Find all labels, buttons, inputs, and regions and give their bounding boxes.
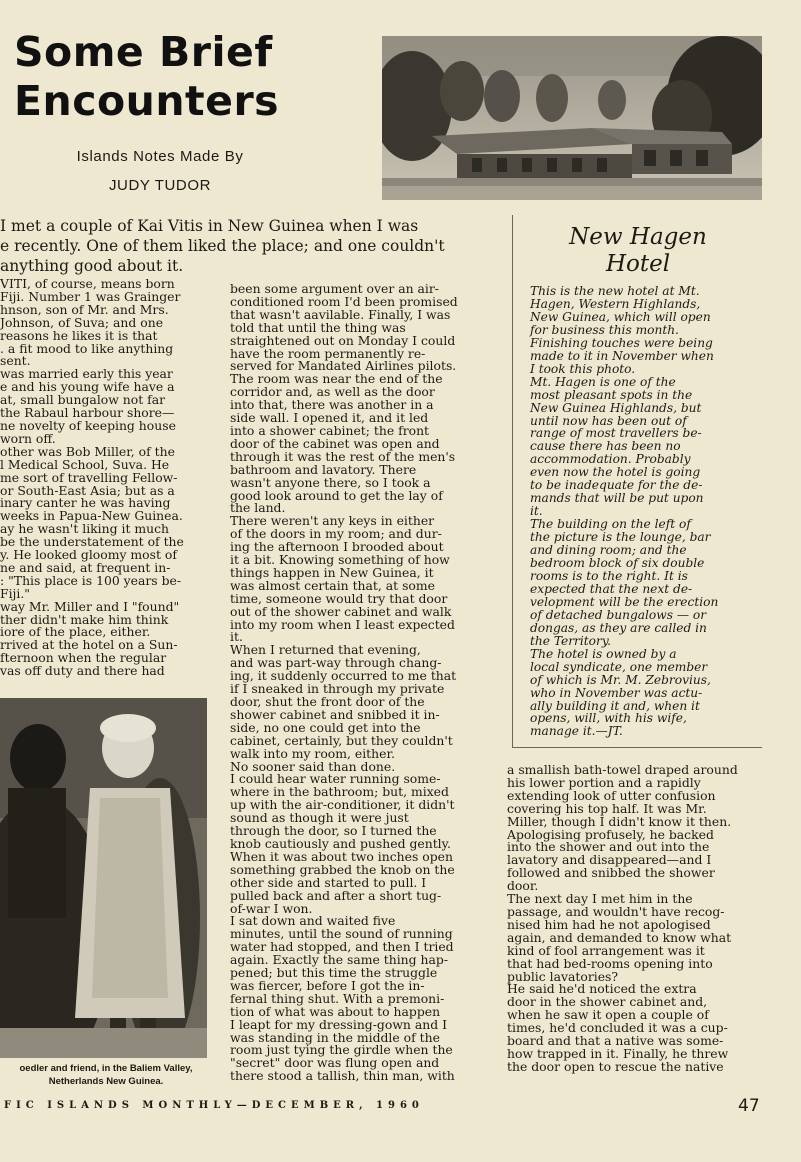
intro-line: anything good about it. xyxy=(0,257,184,275)
text-line: board and that a native was some- xyxy=(507,1033,724,1049)
text-line: Johnson, of Suva; and one xyxy=(0,314,164,330)
text-line: door in the shower cabinet and, xyxy=(507,994,708,1010)
text-line: when he saw it open a couple of xyxy=(507,1007,709,1023)
text-line: something grabbed the knob on the xyxy=(230,861,455,877)
text-line: that had bed-rooms opening into xyxy=(507,955,713,971)
text-line: the picture is the lounge, bar xyxy=(530,530,711,545)
text-line: was standing in the middle of the xyxy=(230,1029,440,1045)
text-line: or South-East Asia; but as a xyxy=(0,482,175,498)
text-line: The next day I met him in the xyxy=(507,891,693,907)
text-line: dongas, as they are called in xyxy=(530,620,707,635)
text-line: ing the afternoon I brooded about xyxy=(230,539,444,555)
text-line: opens, will, with his wife, xyxy=(530,711,687,726)
text-line: the door open to rescue the native xyxy=(507,1058,724,1074)
text-line: nised him had he not apologised xyxy=(507,916,711,932)
text-line: sound as though it were just xyxy=(230,810,409,826)
text-line: New Guinea, which will open xyxy=(530,309,711,324)
text-line: straightened out on Monday I could xyxy=(230,332,456,348)
byline xyxy=(20,142,300,200)
running-footer: FIC ISLANDS MONTHLY—DECEMBER, 1960 xyxy=(4,1100,424,1111)
text-line: sent. xyxy=(0,353,31,369)
text-line: things happen in New Guinea, it xyxy=(230,564,434,580)
text-line: tion of what was about to happen xyxy=(230,1003,441,1019)
text-line: cabinet, certainly, but they couldn't xyxy=(230,732,453,748)
text-line: of which is Mr. M. Zebrovius, xyxy=(530,672,711,687)
caption-line-1: oedler and friend, in the Baliem Valley, xyxy=(19,1063,193,1074)
text-line: manage it.—JT. xyxy=(530,724,623,739)
page-number: 47 xyxy=(738,1096,760,1116)
text-line: most pleasant spots in the xyxy=(530,387,693,402)
title-line-1: Some Brief xyxy=(14,28,273,76)
text-line: followed and snibbed the shower xyxy=(507,865,715,881)
text-line: When it was about two inches open xyxy=(230,848,453,864)
text-line: fternoon when the regular xyxy=(0,650,167,666)
text-line: Fiji." xyxy=(0,585,31,601)
text-line: worn off. xyxy=(0,430,56,446)
hotel-photo xyxy=(382,36,762,200)
text-line: bedroom block of six double xyxy=(530,556,705,571)
text-line: into my room when I least expected xyxy=(230,616,455,632)
text-line: vas off duty and there had xyxy=(0,663,165,679)
text-line: When I returned that evening, xyxy=(230,642,421,658)
text-line: door, shut the front door of the xyxy=(230,694,425,709)
text-line: pened; but this time the struggle xyxy=(230,965,438,981)
text-line: corridor and, as well as the door xyxy=(230,384,435,400)
text-line: l Medical School, Suva. He xyxy=(0,456,170,472)
text-line: cause there has been no xyxy=(530,439,681,454)
text-line: covering his top half. It was Mr. xyxy=(507,800,707,816)
text-line: weeks in Papua-New Guinea. xyxy=(0,508,183,524)
text-line: I sat down and waited five xyxy=(230,913,396,929)
text-line: The building on the left of xyxy=(530,517,691,532)
text-line: told that until the thing was xyxy=(230,319,406,335)
text-line: ay he wasn't liking it much xyxy=(0,521,170,537)
text-line: of-war I won. xyxy=(230,900,313,916)
text-line: minutes, until the sound of running xyxy=(230,926,453,942)
text-line: at, small bungalow not far xyxy=(0,392,166,408)
text-line: door. xyxy=(507,878,539,894)
text-line: side, no one could get into the xyxy=(230,719,421,735)
text-line: rooms is to the right. It is xyxy=(530,568,688,583)
text-line: VITI, of course, means born xyxy=(0,278,175,291)
text-line: . a fit mood to like anything xyxy=(0,340,174,356)
caption-line-2: Netherlands New Guinea. xyxy=(48,1076,164,1087)
portrait-photo xyxy=(0,698,207,1058)
text-line: hnson, son of Mr. and Mrs. xyxy=(0,301,169,317)
text-line: served for Mandated Airlines pilots. xyxy=(230,358,457,374)
text-line: for business this month. xyxy=(530,322,679,337)
text-line: a smallish bath-towel draped around xyxy=(507,764,738,777)
text-line: extending look of utter confusion xyxy=(507,787,716,803)
text-line: who in November was actu- xyxy=(530,685,703,700)
text-line: : "This place is 100 years be- xyxy=(0,572,182,588)
text-line: Apologising profusely, he backed xyxy=(507,826,714,842)
text-line: of detached bungalows — or xyxy=(530,607,707,622)
text-line: it a bit. Knowing something of how xyxy=(230,552,450,568)
text-line: lavatory and disappeared—and I xyxy=(507,852,712,868)
intro-line: I met a couple of Kai Vitis in New Guinea when I was xyxy=(0,217,419,235)
sidebar-title xyxy=(528,224,748,278)
text-line: again, and demanded to know what xyxy=(507,929,732,945)
text-line: shower cabinet and snibbed it in- xyxy=(230,706,440,722)
text-line: where in the bathroom; but, mixed xyxy=(230,784,449,800)
photo-caption xyxy=(0,1062,212,1088)
text-line: me sort of travelling Fellow- xyxy=(0,469,178,485)
text-line: iore of the place, either. xyxy=(0,624,151,640)
text-line: bathroom and lavatory. There xyxy=(230,461,417,477)
text-line: until now has been out of xyxy=(530,413,687,428)
text-line: if I sneaked in through my private xyxy=(230,681,445,697)
text-line: expected that the next de- xyxy=(530,581,693,596)
text-line: "secret" door was flung open and xyxy=(230,1055,440,1071)
text-line: and dining room; and the xyxy=(530,543,687,558)
text-line: Fiji. Number 1 was Grainger xyxy=(0,288,181,304)
text-line: rrived at the hotel on a Sun- xyxy=(0,637,178,653)
text-line: into a shower cabinet; the front xyxy=(230,422,430,438)
text-line: again. Exactly the same thing hap- xyxy=(230,952,449,968)
text-line: ne novelty of keeping house xyxy=(0,417,176,433)
text-line: ally building it and, when it xyxy=(530,698,700,713)
text-line: There weren't any keys in either xyxy=(230,513,435,529)
text-line: velopment will be the erection xyxy=(530,594,719,609)
text-line: room just tying the girdle when the xyxy=(230,1042,453,1058)
text-line: be the understatement of the xyxy=(0,534,184,550)
text-line: kind of fool arrangement was it xyxy=(507,942,705,958)
text-line: mands that will be put upon xyxy=(530,491,704,506)
text-line: I took this photo. xyxy=(530,361,636,376)
byline-line-1: Islands Notes Made By xyxy=(76,148,244,165)
text-line: into the shower and out into the xyxy=(507,839,710,855)
intro-paragraph xyxy=(0,216,490,276)
text-line: it. xyxy=(530,504,543,519)
text-line: good look around to get the lay of xyxy=(230,487,443,503)
text-line: inary canter he was having xyxy=(0,495,171,511)
text-line: way Mr. Miller and I "found" xyxy=(0,598,180,614)
text-line: was almost certain that, at some xyxy=(230,577,435,593)
text-line: The room was near the end of the xyxy=(230,371,443,387)
title-line-2: Encounters xyxy=(14,77,280,125)
text-line: ing, it suddenly occurred to me that xyxy=(230,668,457,684)
text-line: even now the hotel is going xyxy=(530,465,701,480)
text-line: that wasn't aavilable. Finally, I was xyxy=(230,306,451,322)
text-line: other side and started to pull. I xyxy=(230,874,427,890)
text-line: through it was the rest of the men's xyxy=(230,448,456,464)
sidebar-title-line-1: New Hagen xyxy=(569,224,707,250)
text-line: Miller, though I didn't know it then. xyxy=(507,813,732,829)
text-line: I leapt for my dressing-gown and I xyxy=(230,1016,447,1032)
text-line: walk into my room, either. xyxy=(230,745,395,761)
text-line: This is the new hotel at Mt. xyxy=(530,284,700,298)
intro-line: e recently. One of them liked the place; and one couldn't xyxy=(0,237,445,255)
text-line: made to it in November when xyxy=(530,348,714,363)
text-line: it. xyxy=(230,629,243,645)
column-2 xyxy=(230,283,492,1083)
text-line: accommodation. Probably xyxy=(530,452,691,467)
text-line: No sooner said than done. xyxy=(230,758,396,774)
text-line: Mt. Hagen is one of the xyxy=(530,374,676,389)
text-line: was married early this year xyxy=(0,366,173,382)
sidebar-title-line-2: Hotel xyxy=(605,251,671,277)
text-line: ne and said, at frequent in- xyxy=(0,559,171,575)
text-line: have the room permanently re- xyxy=(230,345,426,361)
text-line: New Guinea Highlands, but xyxy=(530,400,702,415)
text-line: reasons he likes it is that xyxy=(0,327,158,343)
article-title xyxy=(14,28,344,126)
text-line: passage, and wouldn't have recog- xyxy=(507,903,725,919)
text-line: fernal thing shut. With a premoni- xyxy=(230,990,445,1006)
text-line: other was Bob Miller, of the xyxy=(0,443,175,459)
text-line: up with the air-conditioner, it didn't xyxy=(230,797,455,813)
text-line: been some argument over an air- xyxy=(230,283,439,296)
text-line: how trapped in it. Finally, he threw xyxy=(507,1045,729,1061)
text-line: He said he'd noticed the extra xyxy=(507,981,697,997)
text-line: time, someone would try that door xyxy=(230,590,448,606)
text-line: conditioned room I'd been promised xyxy=(230,293,458,309)
text-line: side wall. I opened it, and it led xyxy=(230,410,429,426)
text-line: and was part-way through chang- xyxy=(230,655,442,671)
text-line: knob cautiously and pushed gently. xyxy=(230,835,451,851)
text-line: ther didn't make him think xyxy=(0,611,169,627)
text-line: the land. xyxy=(230,500,286,516)
text-line: public lavatories? xyxy=(507,968,619,984)
text-line: through the door, so I turned the xyxy=(230,823,437,839)
text-line: pulled back and after a short tug- xyxy=(230,887,442,903)
text-line: I could hear water running some- xyxy=(230,771,441,787)
text-line: Hagen, Western Highlands, xyxy=(530,296,701,311)
text-line: The hotel is owned by a xyxy=(530,646,677,661)
text-line: water had stopped, and then I tried xyxy=(230,939,454,955)
text-line: e and his young wife have a xyxy=(0,379,175,395)
text-line: there stood a tallish, thin man, with xyxy=(230,1068,455,1084)
column-1 xyxy=(0,278,212,678)
byline-author: JUDY TUDOR xyxy=(108,177,212,194)
text-line: y. He looked gloomy most of xyxy=(0,547,177,563)
text-line: his lower portion and a rapidly xyxy=(507,774,701,790)
column-3 xyxy=(507,764,769,1074)
text-line: door of the cabinet was open and xyxy=(230,435,440,451)
text-line: of the doors in my room; and dur- xyxy=(230,526,442,542)
text-line: local syndicate, one member xyxy=(530,659,708,674)
sidebar-text xyxy=(530,285,754,738)
text-line: out of the shower cabinet and walk xyxy=(230,603,452,619)
text-line: into that, there was another in a xyxy=(230,397,434,413)
text-line: to be inadequate for the de- xyxy=(530,478,703,493)
text-line: was fiercer, before I got the in- xyxy=(230,977,425,993)
text-line: range of most travellers be- xyxy=(530,426,702,441)
text-line: the Rabaul harbour shore— xyxy=(0,405,175,421)
text-line: Finishing touches were being xyxy=(530,335,713,350)
text-line: times, he'd concluded it was a cup- xyxy=(507,1020,728,1036)
text-line: the Territory. xyxy=(530,633,611,648)
text-line: wasn't anyone there, so I took a xyxy=(230,474,431,490)
